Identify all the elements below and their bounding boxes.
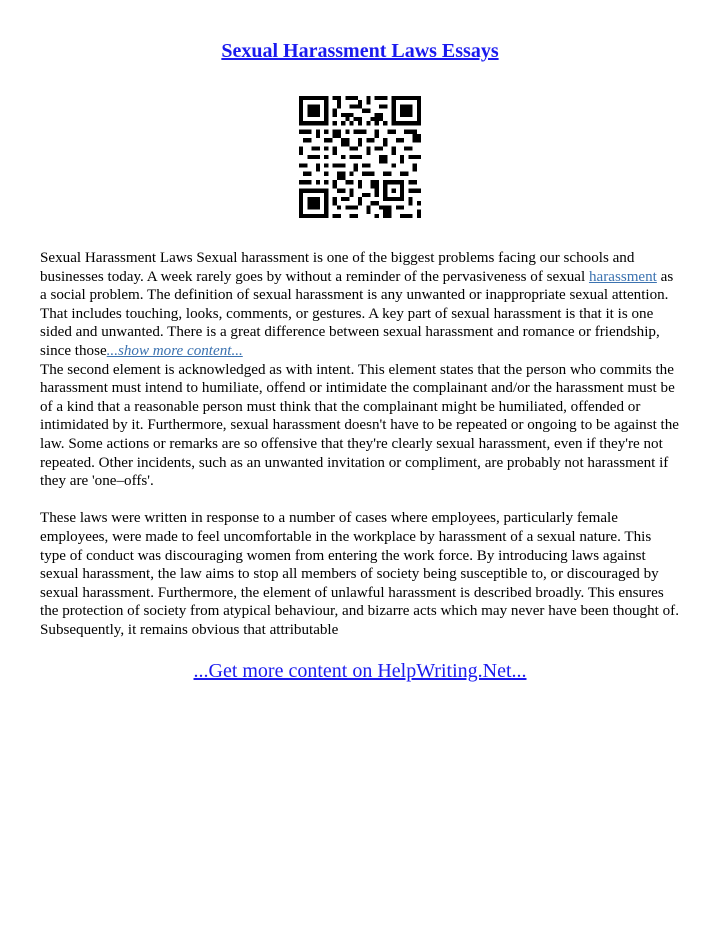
get-more-content-link[interactable]: ...Get more content on HelpWriting.Net... xyxy=(193,660,527,682)
paragraph-1-text-before: Sexual Harassment Laws Sexual harassment is one of the biggest problems facing our schools and businesses today. A week rarely goes by without a reminder of the pervasiveness of sexual xyxy=(40,250,635,285)
harassment-link[interactable]: harassment xyxy=(588,268,657,285)
qr-code xyxy=(299,96,421,218)
footer xyxy=(0,658,720,684)
show-more-link[interactable]: ...show more content... xyxy=(106,342,243,359)
paragraph-1-text-after: as a social problem. The definition of sexual harassment is any unwanted or inappropriate sexual attention. That includes touching, looks, comments, or gestures. A key part of sexual harassment is that it is one sided and unwanted. There is a great difference between sexual harassment and romance or friendship, since those xyxy=(40,268,674,359)
paragraph-spacer xyxy=(40,491,680,510)
paragraph-2: The second element is acknowledged as with intent. This element states that the person who commits the harassment must intend to humiliate, offend or intimidate the complainant and/or the harassment must be of a kind that a reasonable person must think that the complainant might be humiliated, offended or intimidated by it. Furthermore, sexual harassment doesn't have to be repeated or ongoing to be against the law. Some actions or remarks are so offensive that they're clearly sexual harassment, even if they're not repeated. Other incidents, such as an unwanted invitation or compliment, are probably not harassment if they are 'one–offs'. xyxy=(40,361,680,490)
essay-body xyxy=(40,249,680,639)
page-title xyxy=(0,38,720,64)
paragraph-1 xyxy=(40,249,680,361)
paragraph-3: These laws were written in response to a number of cases where employees, particularly female employees, were made to feel uncomfortable in the workplace by harassment of a sexual nature. This type of conduct was discouraging women from entering the work force. By introducing laws against sexual harassment, the law aims to stop all members of society being susceptible to, or discouraged by sexual harassment. Furthermore, the element of unlawful harassment is described broadly. This ensures the protection of society from atypical behaviour, and bizarre acts which may never have been thought of. Subsequently, it remains obvious that attributable xyxy=(40,510,679,638)
title-link[interactable]: Sexual Harassment Laws Essays xyxy=(221,40,499,62)
